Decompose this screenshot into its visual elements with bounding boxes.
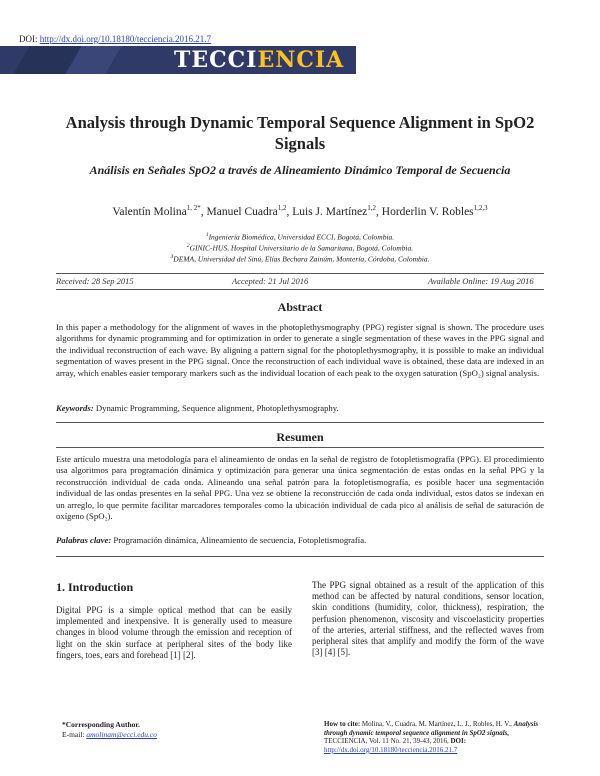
abstract-text: In this paper a methodology for the alignment of waves in the photoplethysmography (PPG) register signal is shown. The procedure uses algorithms for dynamic programming and for optimization in order to generate a single segmentation of these waves in the PPG signal and the individual reconstruction of each wave. By aligning a pattern signal for the photoplethysmography, it is possible to make an individual segmentation of waves present in the PPG signal. Once the reconstruction of each individual wave is obtained, these data are indexed in an array, which enables easier temporary markers such as the individual location of each peak to the oxygen saturation (SpO₂) signal analysis. <box>56 322 544 378</box>
logo-part-2: ENCIA <box>257 47 345 73</box>
author-sup: 1,2 <box>367 204 377 212</box>
cite-doi-link[interactable]: http://dx.doi.org/10.18180/tecciencia.2016.21.7 <box>324 745 458 754</box>
affiliation-num: 1 <box>205 232 209 238</box>
affiliation <box>40 232 560 242</box>
resumen-keywords <box>56 535 544 545</box>
paper-title-line-2: Signals <box>274 134 326 153</box>
affiliation <box>40 254 560 264</box>
logo-part-1: TECCI <box>174 47 258 73</box>
affiliation <box>40 243 560 253</box>
received-date: Received: 28 Sep 2015 <box>56 276 134 286</box>
author-name: Valentín Molina <box>112 205 187 218</box>
divider <box>56 289 544 290</box>
author-sup: 1,2,3 <box>473 204 488 212</box>
divider <box>56 273 544 274</box>
keywords-label: Keywords: <box>56 403 94 413</box>
paper-title <box>40 112 560 154</box>
keywords-text: Programación dinámica, Alineamiento de secuencia, Fotopletismografía. <box>113 535 367 545</box>
affiliation-num: 3 <box>170 254 174 260</box>
resumen-heading: Resumen <box>276 430 324 444</box>
abstract-heading: Abstract <box>277 300 323 314</box>
author-name: Horderlin V. Robles <box>381 205 474 218</box>
cite-title: Analysis through dynamic temporal sequence alignment in SpO2 signals, <box>324 720 539 737</box>
doi-label: DOI: <box>19 34 38 44</box>
cite-doi-label: DOI: <box>450 737 467 746</box>
how-to-cite <box>324 720 544 754</box>
online-date: Available Online: 19 Aug 2016 <box>428 276 534 286</box>
introduction-right-column: The PPG signal obtained as a result of the application of this method can be affected by natural conditions, sensor location, skin conditions (humidity, color, thickness), respiration, the perfusion phenomenon, viscosity and viscoelasticity properties of the arteries, arterial stiffness, and the reflected waves from peripheral sites that amplify and modify the form of the wave [3] [4] [5]. <box>312 580 544 658</box>
affiliation-text: Ingeniería Biomédica, Universidad ECCI, Bogotá, Colombia. <box>208 232 395 242</box>
email-label: E-mail: <box>62 730 85 739</box>
email-link[interactable]: amolinam@ecci.edu.co <box>86 730 158 739</box>
cite-authors: Molina, V., Cuadra, M. Martínez, L. J., Robles, H. V., <box>361 720 512 728</box>
cite-label: How to cite: <box>324 720 361 728</box>
author-name: Luis J. Martínez <box>292 205 368 218</box>
keywords-text: Dynamic Programming, Sequence alignment, Photoplethysmography. <box>95 403 339 413</box>
introduction-heading: 1. Introduction <box>56 580 134 594</box>
author-list: Valentín Molina$^{1, 2*}$, Manuel Cuadra$^{1,2}$, Luis J. Martínez$^{1,2}$, Horderlin V. Robles$^{1,2,3}$ <box>112 204 488 218</box>
divider <box>56 447 544 448</box>
accepted-date: Accepted: 21 Jul 2016 <box>232 276 309 286</box>
divider <box>56 422 544 423</box>
affiliation-num: 2 <box>186 243 190 249</box>
doi-link[interactable]: http://dx.doi.org/10.18180/tecciencia.2016.21.7 <box>39 34 212 44</box>
corresponding-author <box>62 720 157 740</box>
affiliation-text: GINIC-HUS, Hospital Universitario de la Samaritana, Bogotá, Colombia. <box>189 243 414 253</box>
corresponding-label: *Corresponding Author. <box>62 720 140 729</box>
resumen-text: Este artículo muestra una metodología para el alineamiento de ondas en la señal de registro de fotopletismografía (PPG). El procedimiento usa algoritmos para programación dinámica y optimización para generar una única segmentación de estas ondas en la señal PPG y la reconstrucción individual de cada onda. Alineando una señal patrón para la fotopletismografía, es posible hacer una segmentación individual de las ondas presentes en la señal PPG. Una vez se obtiene la reconstrucción de cada onda individual, estos datos se indexan en un arreglo, lo que permite facilitar marcadores temporales como la ubicación individual de cada pico al análisis de señal de saturación de oxígeno (SpO₂). <box>56 454 544 522</box>
cite-journal: TECCIENCIA, Vol. 11 No. 21, 39-43, 2016, <box>324 737 449 746</box>
keywords-label: Palabras clave: <box>56 535 112 545</box>
paper-subtitle: Análisis en Señales SpO2 a través de Alineamiento Dinámico Temporal de Secuencia <box>89 163 511 177</box>
abstract-keywords <box>56 403 544 413</box>
author-sup: 1, 2* <box>186 204 201 212</box>
paper-title-line-1: Analysis through Dynamic Temporal Sequence Alignment in SpO2 <box>65 113 535 132</box>
introduction-left-column: Digital PPG is a simple optical method that can be easily implemented and inexpensive. It is generally used to measure changes in blood volume through the emission and reception of light on the skin surface at peripheral sites of the body like fingers, toes, ears and forehead [1] [2]. <box>56 605 292 660</box>
affiliation-text: DEMA, Universidad del Sinú, Elías Bechara Zainúm, Montería, Córdoba, Colombia. <box>173 254 430 264</box>
journal-logo <box>174 47 344 73</box>
doi-line <box>19 34 211 44</box>
author-sup: 1,2 <box>277 204 287 212</box>
author-name: Manuel Cuadra <box>206 205 278 218</box>
divider <box>56 556 544 557</box>
